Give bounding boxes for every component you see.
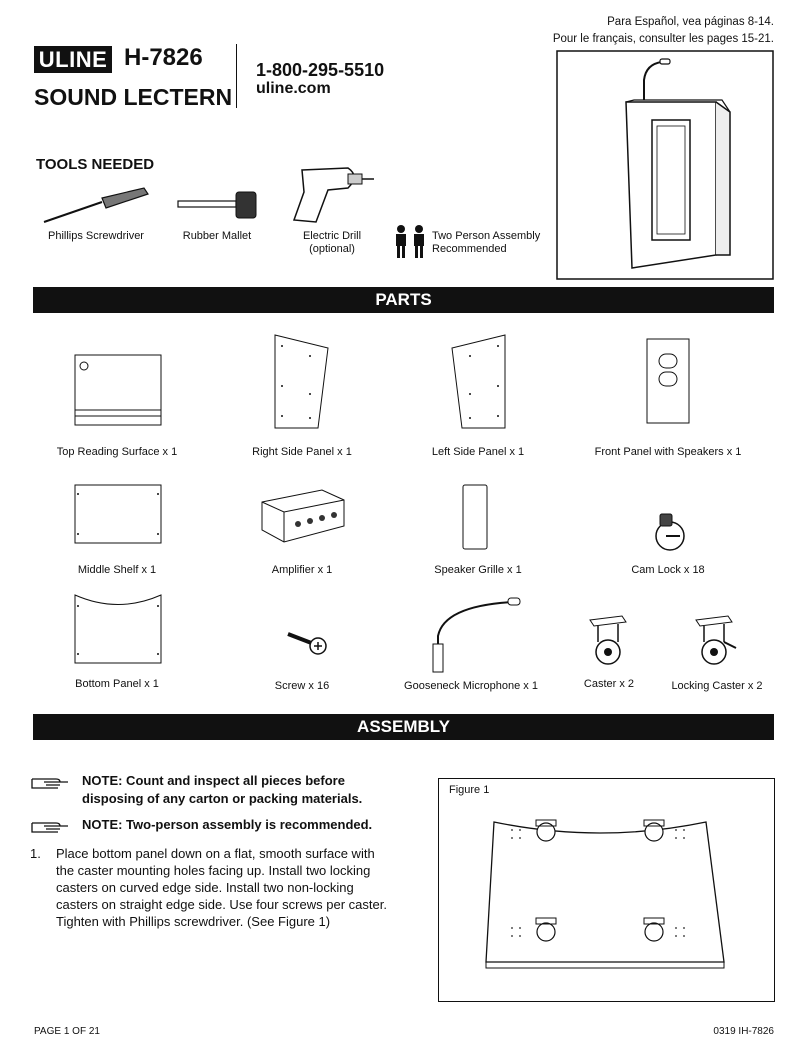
two-person-icon — [392, 224, 428, 260]
part-label-top-reading-surface: Top Reading Surface x 1 — [56, 446, 178, 458]
french-pages-note: Pour le français, consulter les pages 15-21. — [552, 33, 774, 45]
product-title: SOUND LECTERN — [34, 84, 233, 110]
left-side-panel-icon — [450, 334, 506, 430]
top-reading-surface-icon — [74, 354, 162, 426]
note-count-inspect: NOTE: Count and inspect all pieces before disposing of any carton or packing materials. — [30, 772, 410, 812]
part-label-locking-caster: Locking Caster x 2 — [671, 680, 763, 692]
page-number: PAGE 1 OF 21 — [34, 1026, 100, 1037]
part-label-left-side-panel: Left Side Panel x 1 — [431, 446, 525, 458]
part-label-screw: Screw x 16 — [274, 680, 330, 692]
gooseneck-microphone-icon — [424, 594, 524, 678]
figure-1-illustration — [480, 810, 736, 978]
part-label-front-panel: Front Panel with Speakers x 1 — [594, 446, 742, 458]
step-text: Place bottom panel down on a flat, smooth surface with the caster mounting holes facing up. Install two locking casters on curved edge side. Install two non-locking casters on straight edge side. Use four screws per caster. Tighten with Phillips screwdriver. (See Figure 1) — [56, 846, 387, 929]
note-two-person: NOTE: Two-person assembly is recommended. — [30, 816, 410, 836]
tool-label-two-person: Two Person Assembly Recommended — [432, 230, 541, 255]
locking-caster-icon — [690, 612, 738, 668]
tool-label-mallet: Rubber Mallet — [182, 230, 252, 242]
part-label-middle-shelf: Middle Shelf x 1 — [77, 564, 157, 576]
amplifier-icon — [258, 486, 348, 548]
cam-lock-icon — [650, 512, 690, 552]
tool-label-screwdriver: Phillips Screwdriver — [48, 230, 144, 242]
phone-number: 1-800-295-5510 — [256, 60, 385, 80]
uline-logo: ULINE — [34, 46, 112, 73]
part-label-amplifier: Amplifier x 1 — [271, 564, 333, 576]
bottom-panel-icon — [74, 594, 162, 664]
lectern-illustration — [556, 50, 774, 280]
document-id: 0319 IH-7826 — [713, 1026, 774, 1037]
tools-heading: TOOLS NEEDED — [36, 156, 155, 173]
figure-1-label: Figure 1 — [449, 784, 490, 796]
step-number: 1. — [30, 846, 41, 861]
website-link[interactable]: uline.com — [256, 80, 331, 97]
part-label-right-side-panel: Right Side Panel x 1 — [252, 446, 352, 458]
header-divider — [236, 44, 237, 108]
part-label-bottom-panel: Bottom Panel x 1 — [75, 678, 159, 690]
tool-label-drill: Electric Drill (optional) — [302, 230, 362, 255]
part-label-speaker-grille: Speaker Grille x 1 — [434, 564, 522, 576]
mallet-icon — [176, 186, 260, 222]
spanish-pages-note: Para Español, vea páginas 8-14. — [607, 16, 774, 28]
caster-icon — [584, 612, 630, 668]
drill-icon — [288, 162, 378, 226]
pointing-hand-icon — [30, 817, 72, 835]
middle-shelf-icon — [74, 484, 162, 544]
front-panel-icon — [646, 338, 690, 424]
part-label-caster: Caster x 2 — [583, 678, 635, 690]
screwdriver-icon — [40, 184, 152, 226]
screw-icon — [286, 626, 330, 656]
assembly-banner: ASSEMBLY — [33, 714, 774, 740]
part-label-gooseneck-microphone: Gooseneck Microphone x 1 — [404, 680, 538, 692]
speaker-grille-icon — [462, 484, 488, 550]
model-number: H-7826 — [124, 44, 203, 71]
right-side-panel-icon — [274, 334, 330, 430]
part-label-cam-lock: Cam Lock x 18 — [631, 564, 705, 576]
pointing-hand-icon — [30, 773, 72, 791]
parts-banner: PARTS — [33, 287, 774, 313]
